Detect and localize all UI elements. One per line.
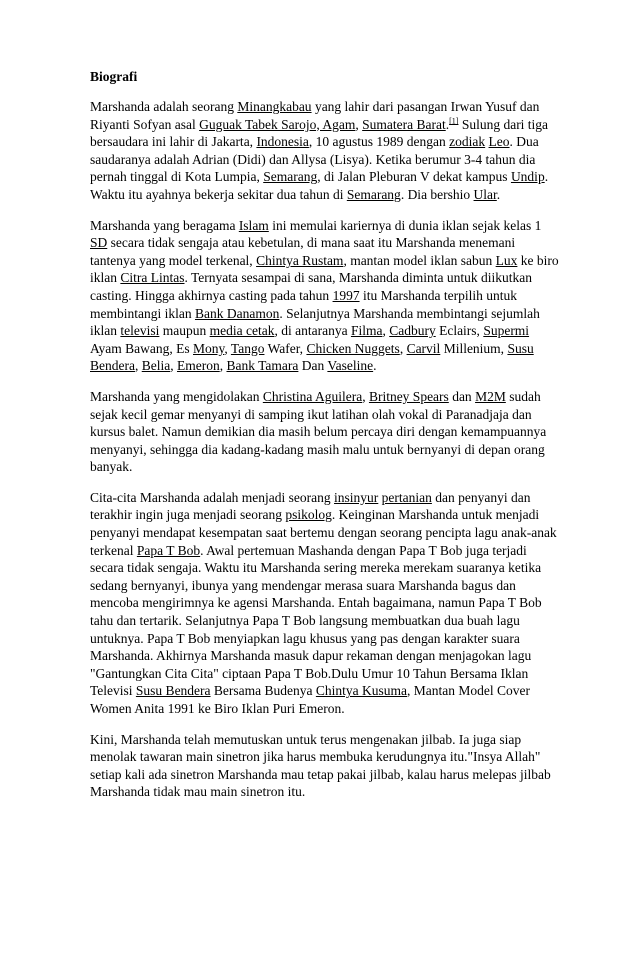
paragraph <box>90 217 559 375</box>
inline-link[interactable]: Sumatera Barat <box>362 116 446 132</box>
inline-link[interactable]: Semarang <box>346 186 401 202</box>
inline-link[interactable]: 1997 <box>332 287 360 303</box>
inline-link[interactable]: Bank Danamon <box>194 305 280 321</box>
inline-link[interactable]: Christina Aguilera <box>262 388 363 404</box>
paragraph-text: . Dia bershio <box>400 186 474 202</box>
paragraph-text: Marshanda yang beragama <box>90 217 239 233</box>
inline-link[interactable]: media cetak <box>209 323 275 339</box>
paragraph <box>90 388 559 476</box>
paragraph-text: . Dua saudaranya adalah Adrian (Didi) dan Allysa (Lisya). Ketika berumur 3-4 tahun dia pernah tinggal di Kota Lumpia, <box>90 134 539 185</box>
inline-link[interactable]: zodiak <box>449 134 486 150</box>
paragraph-text: , <box>382 323 390 339</box>
inline-link[interactable]: Ular <box>473 186 497 202</box>
inline-link[interactable]: insinyur <box>334 489 379 505</box>
paragraph-text: ke biro iklan <box>90 252 559 286</box>
paragraph-text: . <box>496 186 501 202</box>
inline-link[interactable]: Semarang <box>263 169 318 185</box>
inline-link[interactable]: Tango <box>230 340 265 356</box>
inline-link[interactable]: Susu Bendera <box>90 340 534 374</box>
paragraph-text: Sulung dari tiga bersaudara ini lahir di Jakarta, <box>90 116 549 150</box>
paragraph-text: . <box>445 116 450 132</box>
paragraph <box>90 98 559 204</box>
inline-link[interactable]: Papa T Bob <box>136 542 201 558</box>
paragraph-text: Bersama Budenya <box>210 683 316 699</box>
inline-link[interactable]: Guguak Tabek Sarojo, Agam <box>199 116 356 132</box>
paragraph-text: , di antaranya <box>274 323 351 339</box>
paragraph-text: ini memulai kariernya di dunia iklan sejak kelas 1 <box>268 217 542 233</box>
section-heading: Biografi <box>90 69 138 84</box>
paragraph-text: , <box>399 340 407 356</box>
paragraph-text: sudah sejak kecil gemar menyanyi di samping ikut latihan olah vokal di Paranadjaja dan kursus balet. Namun demikian dia masih belum percaya diri dengan kemampuannya menyanyi, sehingga dia kadang-kadang masih malu untuk bernyanyi di depan orang banyak. <box>90 388 547 475</box>
inline-link[interactable]: Supermi <box>483 323 530 339</box>
inline-link[interactable]: Emeron <box>176 358 220 374</box>
paragraph-text: itu Marshanda terpilih untuk membintangi iklan <box>90 287 518 321</box>
paragraph-text: Cita-cita Marshanda adalah menjadi seorang <box>90 489 335 505</box>
paragraph-text: , mantan model iklan sabun <box>343 252 496 268</box>
inline-link[interactable]: psikolog <box>285 507 332 523</box>
paragraph-text: , <box>224 340 231 356</box>
paragraph-text: Millenium, <box>440 340 508 356</box>
inline-link[interactable]: Islam <box>238 217 269 233</box>
paragraph-text: maupun <box>159 323 210 339</box>
inline-link[interactable]: Citra Lintas <box>120 270 185 286</box>
inline-link[interactable]: Bank Tamara <box>226 358 299 374</box>
paragraph <box>90 489 559 718</box>
paragraph-text: , Mantan Model Cover Women Anita 1991 ke Biro Iklan Puri Emeron. <box>90 683 530 716</box>
inline-link[interactable]: M2M <box>475 388 506 404</box>
footnote-link[interactable]: [1] <box>449 116 459 126</box>
inline-link[interactable]: Chicken Nuggets <box>306 340 400 356</box>
paragraph-text: Wafer, <box>264 340 307 356</box>
inline-link[interactable]: pertanian <box>381 489 432 505</box>
document-body <box>90 98 559 801</box>
paragraph-text: , <box>134 358 142 374</box>
inline-link[interactable]: Lux <box>495 252 518 268</box>
inline-link[interactable]: televisi <box>120 323 160 339</box>
paragraph-text: . Selanjutnya Marshanda membintangi sejumlah iklan <box>90 305 540 339</box>
paragraph-text: Marshanda yang mengidolakan <box>90 388 263 404</box>
inline-link[interactable]: Undip <box>510 169 545 185</box>
paragraph-text: , <box>355 116 363 132</box>
inline-link[interactable]: Susu Bendera <box>135 683 211 699</box>
inline-link[interactable]: Chintya Kusuma <box>315 683 408 699</box>
paragraph-text: , di Jalan Pleburan V dekat kampus <box>317 169 511 185</box>
paragraph-text: . <box>373 358 377 374</box>
paragraph-text: . Ternyata sesampai di sana, Marshanda diminta untuk diikutkan casting. Hingga akhirnya casting pada tahun <box>90 270 532 303</box>
paragraph-text: , <box>170 358 177 374</box>
inline-link[interactable]: Indonesia <box>256 134 309 150</box>
inline-link[interactable]: Cadbury <box>389 323 436 339</box>
paragraph-text: Marshanda adalah seorang <box>90 99 238 114</box>
paragraph-text: , 10 agustus 1989 dengan <box>308 134 450 150</box>
paragraph-text: yang lahir dari pasangan Irwan Yusuf dan Riyanti Sofyan asal <box>90 99 540 132</box>
inline-link[interactable]: Carvil <box>406 340 441 356</box>
inline-link[interactable]: Filma <box>350 323 383 339</box>
paragraph-text: Ayam Bawang, Es <box>90 340 193 356</box>
inline-link[interactable]: Minangkabau <box>237 99 312 114</box>
paragraph-text: . Waktu itu ayahnya bekerja sekitar dua tahun di <box>90 169 549 202</box>
inline-link[interactable]: Leo <box>488 134 510 150</box>
paragraph-text: . Keinginan Marshanda untuk menjadi penyanyi mendapat kesempatan saat bertemu dengan seorang pencipta lagu anak-anak terkenal <box>90 507 557 558</box>
paragraph-text: . Awal pertemuan Mashanda dengan Papa T Bob juga terjadi secara tidak sengaja. Waktu itu Marshanda sering mereka merekam suaranya ketika sedang bernyanyi, ibunya yang mendengar merasa suara Marshanda bagus dan mencoba mengirimnya ke agensi Marshanda. Entah bagaimana, namun Papa T Bob tahu dan tertarik. Selanjutnya Papa T Bob langsung membuatkan dua buah lagu untuknya. Papa T Bob menyiapkan lagu khusus yang pas dengan karakter suara Marshanda. Akhirnya Marshanda masuk dapur rekaman dengan menjagokan lagu "Gantungkan Cita Cita" ciptaan Papa T Bob.Dulu Umur 10 Tahun Bersama Iklan Televisi <box>90 542 542 699</box>
paragraph-text: secara tidak sengaja atau kebetulan, di mana saat itu Marshanda menemani tantenya yang model terkenal, <box>90 235 516 268</box>
inline-link[interactable]: Vaseline <box>327 358 374 374</box>
inline-link[interactable]: Belia <box>141 358 171 374</box>
inline-link[interactable]: Mony <box>193 340 225 356</box>
inline-link[interactable]: Chintya Rustam <box>256 252 344 268</box>
paragraph <box>90 731 559 801</box>
paragraph-text: , <box>219 358 227 374</box>
inline-link[interactable]: Britney Spears <box>368 388 449 404</box>
paragraph-text: dan <box>448 388 476 404</box>
paragraph-text: Kini, Marshanda telah memutuskan untuk terus mengenakan jilbab. Ia juga siap menolak tawaran main sinetron jika harus membuka kerudungnya itu."Insya Allah" setiap kali ada sinetron Marshanda mau tetap pakai jilbab, kalau harus melepas jilbab Marshanda tidak mau main sinetron itu. <box>90 731 551 800</box>
inline-link[interactable]: SD <box>90 235 108 251</box>
paragraph-text: Eclairs, <box>435 323 484 339</box>
paragraph-text: Dan <box>298 358 328 374</box>
paragraph-text: , <box>362 388 369 404</box>
paragraph-text: dan penyanyi dan terakhir ingin juga menjadi seorang <box>90 489 531 523</box>
